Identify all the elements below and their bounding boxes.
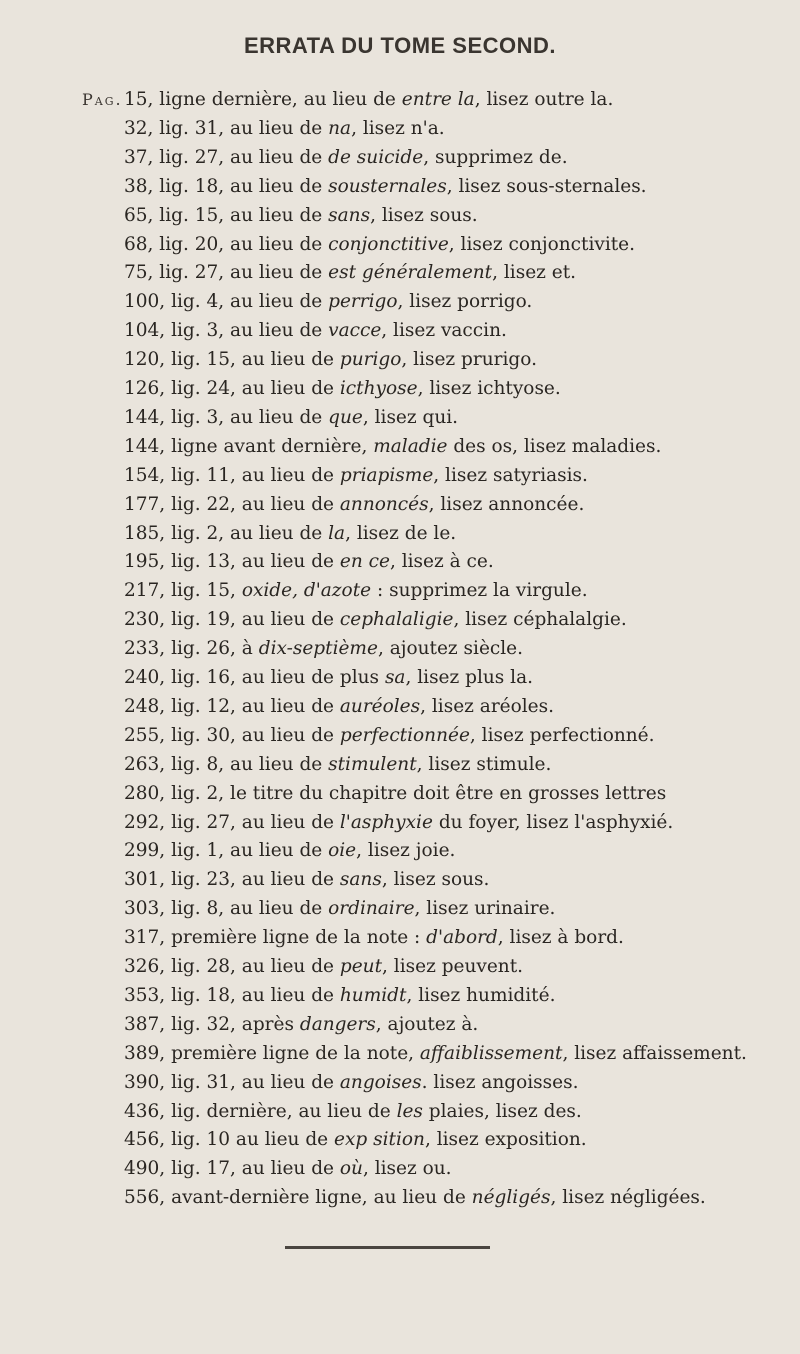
errata-entry	[124, 837, 455, 865]
errata-post: , lisez peuvent.	[382, 956, 524, 977]
errata-pre: 390, lig. 31, au lieu de	[124, 1071, 340, 1093]
errata-post: , lisez qui.	[362, 406, 459, 428]
bottom-rule	[285, 1246, 490, 1249]
errata-post: , lisez n'a.	[351, 117, 445, 139]
errata-post: , lisez prurigo.	[401, 349, 537, 371]
errata-pre: 263, lig. 8, au lieu de	[124, 753, 329, 775]
errata-entry	[124, 1126, 587, 1154]
errata-post: , lisez céphalalgie.	[453, 609, 627, 631]
errata-entry	[124, 751, 551, 779]
errata-wrong: icthyose	[339, 378, 418, 399]
errata-pre: 240, lig. 16, au lieu de plus	[124, 667, 385, 688]
errata-pre: 126, lig. 24, au lieu de	[124, 378, 340, 399]
errata-entry	[124, 491, 584, 519]
errata-entry	[124, 1098, 582, 1126]
errata-pre: 436, lig. dernière, au lieu de	[124, 1100, 397, 1122]
errata-entry	[124, 317, 507, 345]
errata-entry	[124, 375, 561, 403]
errata-post: , lisez négligées.	[550, 1187, 706, 1209]
errata-wrong: maladie	[373, 435, 448, 457]
errata-wrong: priapisme	[339, 464, 434, 486]
errata-post: , ajoutez à.	[375, 1013, 479, 1035]
errata-entry	[124, 722, 655, 750]
errata-post: , lisez sous.	[381, 869, 490, 891]
errata-post: , lisez annoncée.	[428, 493, 585, 515]
errata-post: , lisez stimule.	[416, 753, 552, 775]
errata-wrong: exp sition	[334, 1129, 425, 1151]
errata-entry	[124, 635, 523, 663]
errata-entry	[124, 115, 445, 143]
errata-wrong: auréoles	[339, 695, 421, 717]
errata-wrong: na	[328, 117, 352, 139]
errata-post: , lisez de le.	[345, 522, 457, 544]
errata-post: , lisez humidité.	[406, 984, 556, 1006]
errata-entry	[124, 693, 554, 721]
errata-post: des os, lisez maladies.	[447, 435, 662, 457]
errata-post: , lisez et.	[492, 262, 577, 284]
errata-pre: 389, première ligne de la note,	[124, 1042, 420, 1064]
errata-entry	[124, 462, 588, 490]
errata-pre: 255, lig. 30, au lieu de	[124, 724, 340, 746]
errata-entry	[124, 86, 613, 114]
errata-entry	[124, 202, 478, 230]
errata-post: , lisez sous.	[370, 204, 478, 226]
errata-wrong: en ce	[339, 551, 390, 573]
errata-entry	[124, 1040, 747, 1068]
errata-entry	[124, 231, 635, 259]
errata-post: , lisez exposition.	[424, 1129, 587, 1151]
errata-entry	[124, 433, 661, 461]
errata-pre: 490, lig. 17, au lieu de	[124, 1158, 340, 1180]
errata-pre: 301, lig. 23, au lieu de	[124, 869, 340, 891]
errata-wrong: conjonctitive	[328, 233, 449, 255]
errata-entry	[124, 404, 458, 432]
errata-post: . lisez angoisses.	[421, 1071, 579, 1093]
errata-entry	[124, 953, 523, 981]
errata-pre: 120, lig. 15, au lieu de	[124, 349, 340, 371]
errata-post: , lisez joie.	[356, 840, 456, 862]
errata-entry	[124, 664, 533, 692]
errata-wrong: oxide, d'azote	[241, 580, 372, 602]
errata-entry	[124, 346, 537, 374]
errata-pre: 317, première ligne de la note :	[124, 927, 427, 949]
errata-wrong: négligés	[471, 1187, 551, 1209]
errata-pre: 248, lig. 12, au lieu de	[124, 695, 340, 717]
errata-post: , ajoutez siècle.	[377, 638, 523, 660]
errata-wrong: entre la	[401, 89, 475, 110]
errata-pre: 195, lig. 13, au lieu de	[124, 551, 340, 573]
errata-post: , lisez satyriasis.	[433, 464, 588, 486]
errata-pre: 280, lig. 2, le titre du chapitre doit être en grosses lettres	[124, 782, 667, 804]
errata-entry	[124, 144, 568, 172]
errata-post: du foyer, lisez l'asphyxié.	[432, 811, 674, 833]
errata-wrong: les	[396, 1100, 423, 1122]
errata-wrong: dangers	[299, 1013, 376, 1035]
errata-pre: 154, lig. 11, au lieu de	[124, 464, 340, 486]
errata-wrong: que	[328, 406, 363, 428]
errata-entry	[124, 259, 576, 287]
errata-pre: 37, lig. 27, au lieu de	[124, 146, 329, 168]
errata-wrong: la	[328, 522, 346, 544]
page-label: Pag.	[82, 90, 123, 109]
errata-post: : supprimez la virgule.	[371, 580, 588, 602]
errata-pre: 353, lig. 18, au lieu de	[124, 984, 340, 1006]
errata-wrong: de suicide	[328, 146, 424, 168]
errata-post: , lisez plus la.	[405, 667, 534, 688]
errata-post: , lisez outre la.	[474, 89, 614, 110]
errata-entry	[124, 520, 456, 548]
errata-wrong: annoncés	[339, 493, 429, 515]
errata-pre: 303, lig. 8, au lieu de	[124, 898, 329, 920]
errata-pre: 177, lig. 22, au lieu de	[124, 493, 340, 515]
errata-entry	[124, 548, 494, 576]
errata-post: , lisez aréoles.	[420, 695, 554, 717]
errata-entry	[124, 1011, 478, 1039]
errata-wrong: affaiblissement	[419, 1042, 563, 1064]
page-title: ERRATA DU TOME SECOND.	[243, 33, 557, 58]
errata-pre: 299, lig. 1, au lieu de	[124, 840, 329, 862]
errata-pre: 230, lig. 19, au lieu de	[124, 609, 340, 631]
errata-post: , supprimez de.	[423, 146, 568, 168]
errata-entry	[124, 895, 555, 923]
errata-pre: 32, lig. 31, au lieu de	[124, 117, 329, 139]
errata-pre: 217, lig. 15,	[124, 580, 242, 602]
errata-entry	[124, 288, 532, 316]
errata-wrong: stimulent	[328, 753, 417, 775]
errata-wrong: perrigo	[328, 291, 398, 313]
errata-post: , lisez vaccin.	[381, 320, 507, 342]
errata-pre: 75, lig. 27, au lieu de	[124, 262, 329, 284]
errata-pre: 68, lig. 20, au lieu de	[124, 233, 329, 255]
errata-wrong: peut	[339, 956, 383, 977]
errata-wrong: vacce	[328, 320, 382, 342]
errata-pre: 144, ligne avant dernière,	[124, 435, 374, 457]
errata-pre: 292, lig. 27, au lieu de	[124, 811, 340, 833]
errata-entry	[124, 1155, 452, 1183]
errata-post: , lisez à bord.	[497, 927, 624, 949]
errata-entry	[124, 1184, 706, 1212]
errata-post: , lisez perfectionné.	[469, 724, 655, 746]
errata-wrong: cephalaligie	[339, 609, 454, 631]
errata-wrong: où	[339, 1158, 363, 1180]
errata-post: , lisez sous-sternales.	[446, 175, 647, 197]
errata-pre: 15, ligne dernière, au lieu de	[124, 89, 402, 110]
errata-pre: 556, avant-dernière ligne, au lieu de	[124, 1187, 472, 1209]
errata-entry	[124, 1069, 579, 1097]
errata-post: , lisez porrigo.	[397, 291, 533, 313]
errata-pre: 326, lig. 28, au lieu de	[124, 956, 340, 977]
errata-entry	[124, 780, 666, 808]
errata-entry	[124, 982, 555, 1010]
errata-entry	[124, 577, 588, 605]
errata-post: , lisez à ce.	[389, 551, 494, 573]
errata-wrong: sousternales	[328, 175, 447, 197]
errata-wrong: est généralement	[328, 262, 493, 284]
errata-post: plaies, lisez des.	[422, 1100, 582, 1122]
errata-wrong: ordinaire	[328, 898, 415, 920]
errata-wrong: sans	[339, 869, 382, 891]
errata-entry	[124, 606, 627, 634]
errata-wrong: perfectionnée	[339, 724, 470, 746]
errata-pre: 104, lig. 3, au lieu de	[124, 320, 329, 342]
errata-post: , lisez ou.	[362, 1158, 452, 1180]
errata-pre: 185, lig. 2, au lieu de	[124, 522, 329, 544]
errata-wrong: oie	[328, 840, 357, 862]
errata-post: , lisez conjonctivite.	[448, 233, 636, 255]
errata-pre: 144, lig. 3, au lieu de	[124, 406, 329, 428]
errata-wrong: d'abord	[426, 927, 498, 949]
errata-pre: 100, lig. 4, au lieu de	[124, 291, 329, 313]
errata-wrong: purigo	[339, 349, 402, 371]
errata-pre: 38, lig. 18, au lieu de	[124, 175, 329, 197]
errata-pre: 456, lig. 10 au lieu de	[124, 1129, 335, 1151]
errata-wrong: humidt	[339, 984, 407, 1006]
errata-wrong: dix-septième	[258, 638, 378, 660]
errata-post: , lisez ichtyose.	[417, 378, 561, 399]
errata-pre: 65, lig. 15, au lieu de	[124, 204, 329, 226]
errata-pre: 387, lig. 32, après	[124, 1013, 300, 1035]
errata-wrong: sans	[328, 204, 371, 226]
errata-post: , lisez affaissement.	[562, 1042, 747, 1064]
errata-entry	[124, 173, 647, 201]
errata-entry	[124, 809, 673, 837]
errata-pre: 233, lig. 26, à	[124, 638, 259, 660]
errata-wrong: angoises	[339, 1071, 422, 1093]
errata-wrong: sa	[384, 667, 406, 688]
errata-wrong: l'asphyxie	[339, 811, 433, 833]
errata-entry	[124, 924, 624, 952]
errata-entry	[124, 866, 489, 894]
errata-post: , lisez urinaire.	[414, 898, 556, 920]
